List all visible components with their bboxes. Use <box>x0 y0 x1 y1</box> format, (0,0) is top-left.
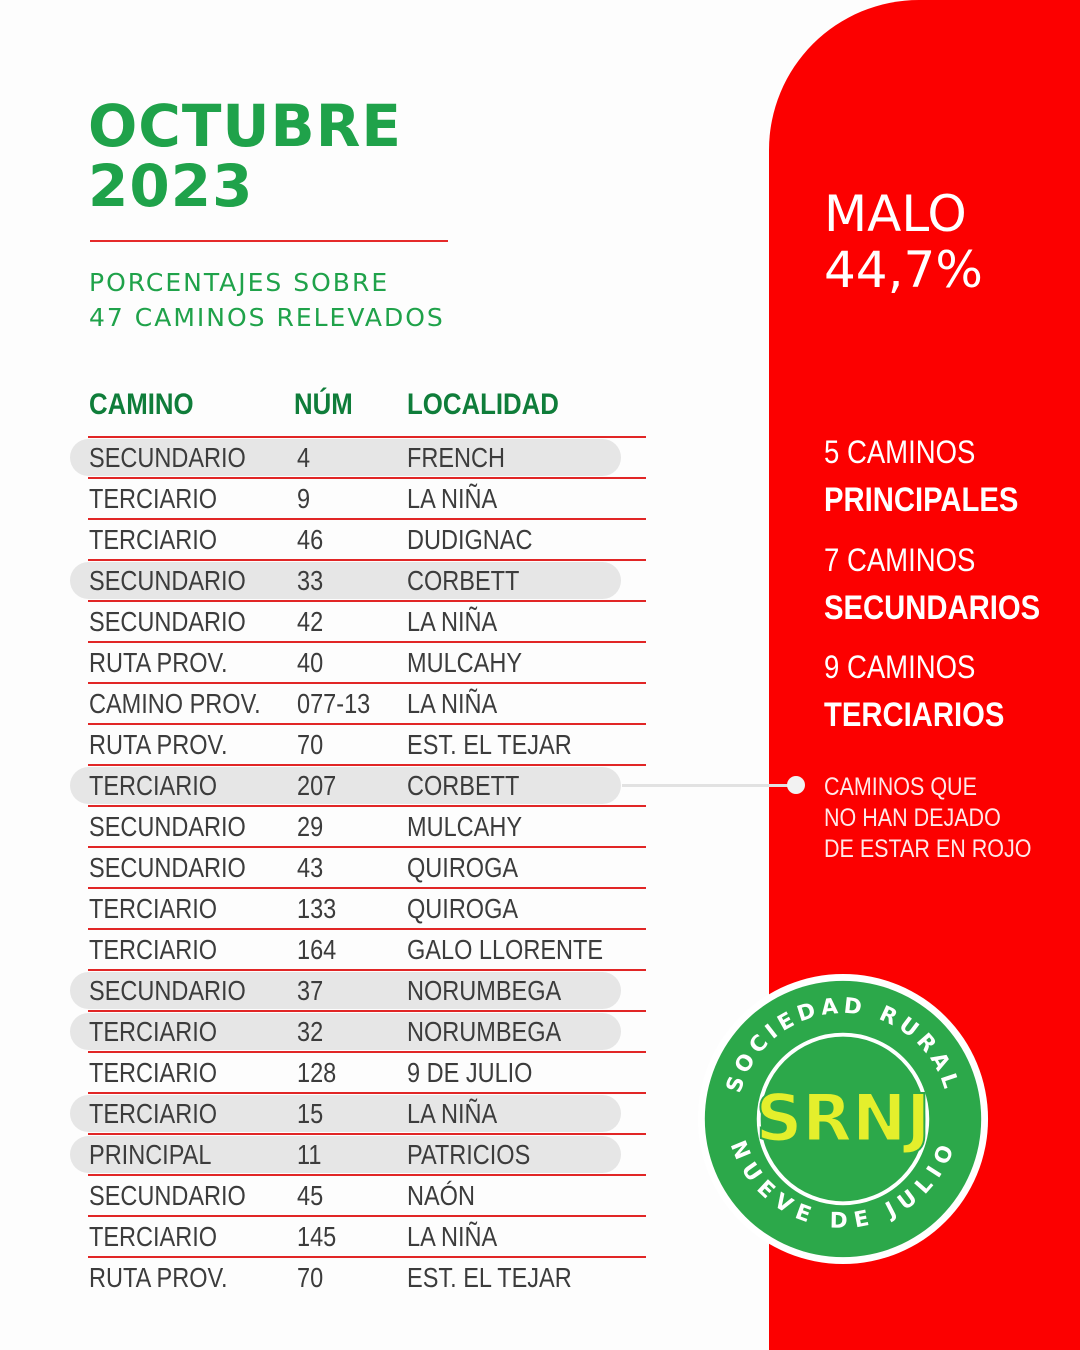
cell-num: 33 <box>297 565 324 596</box>
cell-camino: TERCIARIO <box>89 1057 218 1088</box>
cell-camino: SECUNDARIO <box>89 852 246 883</box>
cell-num: 15 <box>297 1098 324 1129</box>
table-row <box>70 1133 630 1174</box>
row-divider <box>88 682 646 684</box>
title-month: OCTUBRE <box>88 92 403 160</box>
cell-localidad: QUIROGA <box>407 852 519 883</box>
page-title <box>88 92 403 220</box>
cell-num: 43 <box>297 852 324 883</box>
cell-localidad: CORBETT <box>407 770 520 801</box>
stat-terciarios <box>824 643 1004 739</box>
row-divider <box>88 1174 646 1176</box>
row-divider <box>88 1215 646 1217</box>
row-divider <box>88 641 646 643</box>
cell-localidad: EST. EL TEJAR <box>407 1262 572 1293</box>
cell-localidad: NORUMBEGA <box>407 1016 562 1047</box>
cell-localidad: EST. EL TEJAR <box>407 729 572 760</box>
table-row <box>70 1174 630 1215</box>
status-percent: 44,7% <box>824 241 983 299</box>
stat-type: PRINCIPALES <box>824 481 1019 519</box>
cell-localidad: 9 DE JULIO <box>407 1057 533 1088</box>
cell-localidad: MULCAHY <box>407 647 523 678</box>
cell-localidad: GALO LLORENTE <box>407 934 604 965</box>
row-divider <box>88 1010 646 1012</box>
cell-camino: SECUNDARIO <box>89 606 246 637</box>
row-divider <box>88 969 646 971</box>
cell-num: 4 <box>297 442 311 473</box>
status-label: MALO <box>824 185 967 243</box>
cell-camino: TERCIARIO <box>89 1098 218 1129</box>
row-divider <box>88 1051 646 1053</box>
column-header-num: NÚM <box>294 388 353 421</box>
table-row <box>70 887 630 928</box>
cell-camino: CAMINO PROV. <box>89 688 261 719</box>
table-row <box>70 1010 630 1051</box>
cell-camino: RUTA PROV. <box>89 729 228 760</box>
table-row <box>70 559 630 600</box>
srnj-logo <box>696 972 990 1266</box>
cell-localidad: PATRICIOS <box>407 1139 531 1170</box>
table-row <box>70 1051 630 1092</box>
row-divider <box>88 436 646 438</box>
row-divider <box>88 723 646 725</box>
row-divider <box>88 805 646 807</box>
cell-camino: SECUNDARIO <box>89 565 246 596</box>
cell-num: 42 <box>297 606 324 637</box>
note-line: DE ESTAR EN ROJO <box>824 835 1032 863</box>
cell-num: 46 <box>297 524 324 555</box>
cell-camino: SECUNDARIO <box>89 975 246 1006</box>
cell-localidad: CORBETT <box>407 565 520 596</box>
page-subtitle <box>89 265 445 335</box>
column-header-camino: CAMINO <box>89 388 194 421</box>
row-divider <box>88 1133 646 1135</box>
table-row <box>70 682 630 723</box>
cell-num: 70 <box>297 1262 324 1293</box>
table-row <box>70 1092 630 1133</box>
table-row <box>70 436 630 477</box>
stat-type: SECUNDARIOS <box>824 589 1041 627</box>
status-summary <box>824 186 983 298</box>
cell-camino: TERCIARIO <box>89 893 218 924</box>
table-row <box>70 518 630 559</box>
stat-count: 9 CAMINOS <box>824 649 976 685</box>
table-row <box>70 1256 630 1297</box>
cell-num: 40 <box>297 647 324 678</box>
cell-localidad: LA NIÑA <box>407 1098 498 1129</box>
cell-num: 133 <box>297 893 337 924</box>
row-divider <box>88 559 646 561</box>
row-divider <box>88 477 646 479</box>
stat-type: TERCIARIOS <box>824 696 1005 734</box>
cell-camino: PRINCIPAL <box>89 1139 212 1170</box>
note-line: CAMINOS QUE <box>824 773 977 801</box>
cell-camino: TERCIARIO <box>89 934 218 965</box>
cell-num: 145 <box>297 1221 337 1252</box>
cell-camino: TERCIARIO <box>89 1016 218 1047</box>
row-divider <box>88 518 646 520</box>
cell-localidad: LA NIÑA <box>407 688 498 719</box>
table-row <box>70 477 630 518</box>
cell-localidad: LA NIÑA <box>407 606 498 637</box>
table-row <box>70 600 630 641</box>
cell-localidad: LA NIÑA <box>407 1221 498 1252</box>
row-divider <box>88 1092 646 1094</box>
cell-localidad: LA NIÑA <box>407 483 498 514</box>
row-divider <box>88 1256 646 1258</box>
callout-dot <box>787 776 805 794</box>
cell-localidad: MULCAHY <box>407 811 523 842</box>
table-row <box>70 1215 630 1256</box>
subtitle-line-1: PORCENTAJES SOBRE <box>89 268 390 297</box>
table-row <box>70 805 630 846</box>
cell-camino: SECUNDARIO <box>89 442 246 473</box>
cell-num: 11 <box>297 1139 322 1170</box>
table-row <box>70 641 630 682</box>
cell-localidad: DUDIGNAC <box>407 524 533 555</box>
callout-note <box>824 772 1031 865</box>
logo-initials: SRNJ <box>755 1081 931 1157</box>
stat-count: 7 CAMINOS <box>824 542 976 578</box>
stat-principales <box>824 428 1018 524</box>
cell-num: 32 <box>297 1016 324 1047</box>
note-line: NO HAN DEJADO <box>824 804 1001 832</box>
cell-camino: SECUNDARIO <box>89 811 246 842</box>
cell-num: 128 <box>297 1057 337 1088</box>
logo-top-text: SOCIEDAD RURAL <box>721 993 965 1097</box>
cell-camino: TERCIARIO <box>89 524 218 555</box>
cell-num: 164 <box>297 934 337 965</box>
title-year: 2023 <box>88 152 254 220</box>
callout-connector <box>622 784 794 787</box>
row-divider <box>88 887 646 889</box>
table-row <box>70 764 630 805</box>
cell-num: 70 <box>297 729 324 760</box>
cell-localidad: NAÓN <box>407 1180 475 1211</box>
cell-localidad: NORUMBEGA <box>407 975 562 1006</box>
roads-table <box>70 436 630 1297</box>
cell-localidad: QUIROGA <box>407 893 519 924</box>
cell-num: 077-13 <box>297 688 371 719</box>
cell-num: 29 <box>297 811 324 842</box>
subtitle-line-2: 47 CAMINOS RELEVADOS <box>89 303 445 332</box>
cell-camino: RUTA PROV. <box>89 1262 228 1293</box>
cell-localidad: FRENCH <box>407 442 506 473</box>
cell-num: 37 <box>297 975 324 1006</box>
cell-num: 207 <box>297 770 337 801</box>
row-divider <box>88 846 646 848</box>
cell-camino: TERCIARIO <box>89 483 218 514</box>
logo-bottom-text: NUEVE DE JULIO <box>724 1137 962 1234</box>
table-row <box>70 723 630 764</box>
table-row <box>70 846 630 887</box>
cell-camino: SECUNDARIO <box>89 1180 246 1211</box>
table-row <box>70 969 630 1010</box>
cell-camino: RUTA PROV. <box>89 647 228 678</box>
cell-camino: TERCIARIO <box>89 770 218 801</box>
table-row <box>70 928 630 969</box>
title-divider <box>90 240 448 242</box>
row-divider <box>88 600 646 602</box>
row-divider <box>88 928 646 930</box>
cell-camino: TERCIARIO <box>89 1221 218 1252</box>
stat-count: 5 CAMINOS <box>824 434 976 470</box>
cell-num: 9 <box>297 483 311 514</box>
cell-num: 45 <box>297 1180 324 1211</box>
row-divider <box>88 764 646 766</box>
stat-secundarios <box>824 536 1040 632</box>
column-header-localidad: LOCALIDAD <box>407 388 559 421</box>
